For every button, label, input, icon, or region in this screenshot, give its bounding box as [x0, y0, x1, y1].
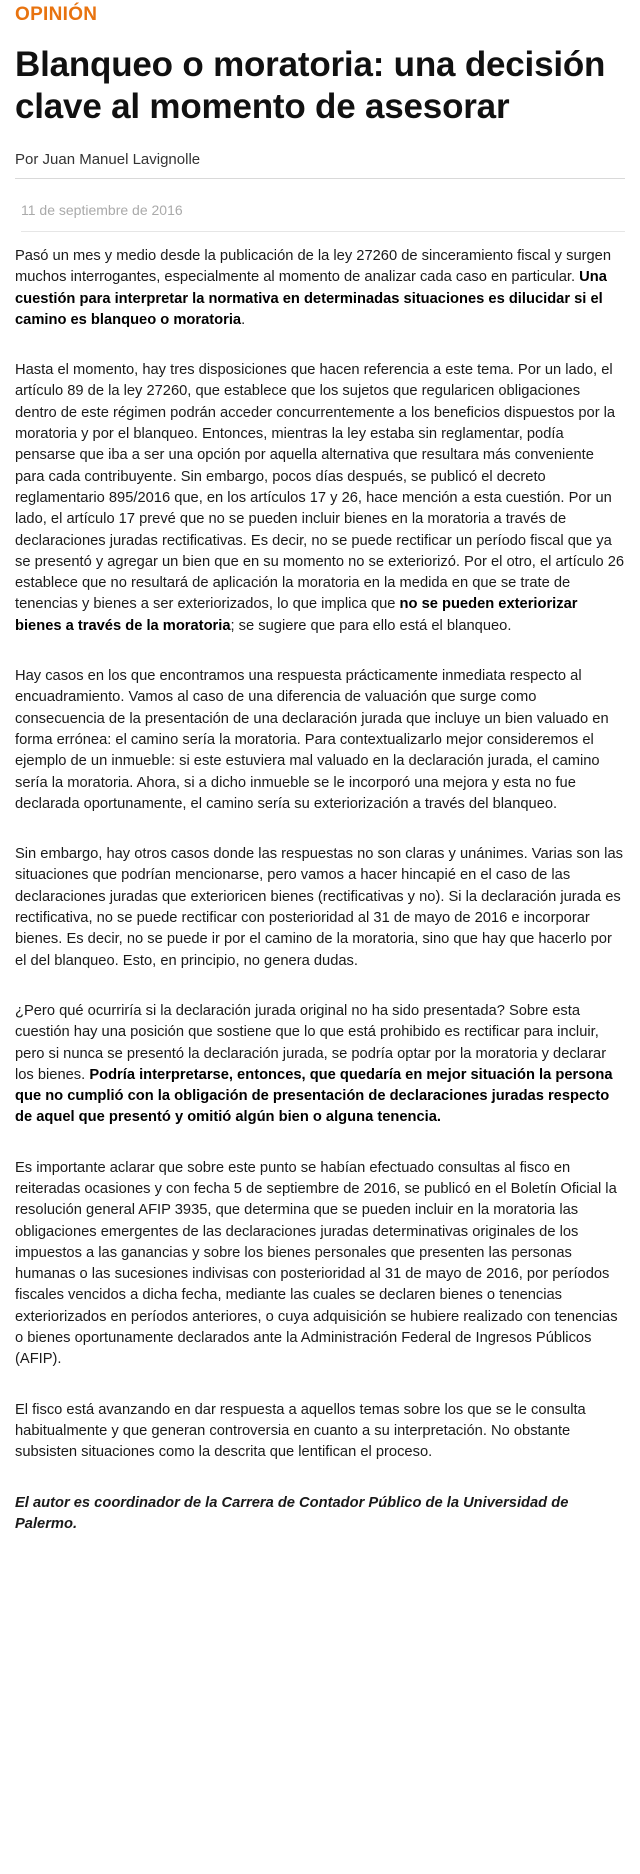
article-title: Blanqueo o moratoria: una decisión clave al momento de asesorar — [15, 45, 606, 126]
section-label[interactable]: OPINIÓN — [15, 4, 98, 25]
paragraph-1-tail: . — [241, 311, 246, 328]
paragraph-2 — [15, 360, 625, 637]
paragraph-6 — [15, 1158, 625, 1371]
paragraph-2-tail: ; se sugiere que para ello está el blanqueo. — [230, 617, 512, 634]
paragraph-4 — [15, 844, 625, 972]
paragraph-4-text: Sin embargo, hay otros casos donde las respuestas no son claras y unánimes. Varias son las situaciones que podrían mencionarse, pero vamos a hacer hincapié en el caso de las declaraciones juradas que exterioricen bienes (rectificativas y no). Si la declaración jurada es rectificativa, no se puede rectificar con posterioridad al 31 de mayo de 2016 e incorporar bienes. Es decir, no se puede ir por el camino de la moratoria, sino que hay que hacerlo por el del blanqueo. Esto, en principio, no genera dudas. — [15, 846, 623, 969]
article — [0, 2, 640, 1535]
paragraph-2-text: Hasta el momento, hay tres disposiciones que hacen referencia a este tema. Por un lado, el artículo 89 de la ley 27260, que establece que los sujetos que regularicen obligaciones dentro de este régimen podrán acceder concurrentemente a los beneficios dispuestos por la moratoria y por el blanqueo. Entonces, mientras la ley estaba sin reglamentar, podía pensarse que iba a ser una opción por aquella alternativa que resultara más conveniente para cada contribuyente. Sin embargo, pocos días después, se publicó el decreto reglamentario 895/2016 que, en los artículos 17 y 26, hace mención a esta cuestión. Por un lado, el artículo 17 prevé que no se pueden incluir bienes en la moratoria a través de declaraciones juradas rectificativas. Es decir, no se puede rectificar un período fiscal que ya se presentó y agregar un bien que en su momento no se exteriorizó. Por el otro, el artículo 26 establece que no resultará de aplicación la moratoria en la medida en que se trate de tenencias y bienes a ser exteriorizados, lo que implica que — [15, 362, 625, 613]
paragraph-3 — [15, 666, 625, 815]
paragraph-3-text: Hay casos en los que encontramos una respuesta prácticamente inmediata respecto al encuadramiento. Vamos al caso de una diferencia de valuación que surge como consecuencia de la presentación de una declaración jurada que incluye un bien valuado en forma errónea: el camino sería la moratoria. Para contextualizarlo mejor consideremos el ejemplo de un inmueble: si este estuviera mal valuado en la declaración jurada, el camino sería la moratoria. Ahora, si a dicho inmueble se le incorporó una mejora y esta no fue declarada oportunamente, el camino sería su exteriorización a través del blanqueo. — [15, 668, 609, 812]
paragraph-1-text: Pasó un mes y medio desde la publicación de la ley 27260 de sinceramiento fiscal y surgen muchos interrogantes, especialmente al momento de analizar cada caso en particular. — [15, 248, 612, 286]
byline: Por Juan Manuel Lavignolle — [15, 150, 625, 179]
publish-date: 11 de septiembre de 2016 — [21, 201, 625, 232]
paragraph-5 — [15, 1001, 625, 1129]
paragraph-5-text: ¿Pero qué ocurriría si la declaración jurada original no ha sido presentada? Sobre esta cuestión hay una posición que sostiene que lo que está prohibido es rectificar para incluir, pero si nunca se presentó la declaración jurada, se podría optar por la moratoria y declarar los bienes. — [15, 1002, 607, 1083]
article-body — [15, 246, 625, 1535]
author-note: El autor es coordinador de la Carrera de Contador Público de la Universidad de Palermo. — [15, 1494, 569, 1532]
paragraph-7 — [15, 1400, 625, 1464]
paragraph-2-bold: no se pueden exteriorizar bienes a través de la moratoria — [15, 596, 578, 634]
paragraph-7-text: El fisco está avanzando en dar respuesta a aquellos temas sobre los que se le consulta habitualmente y que generan controversia en cuanto a su interpretación. No obstante subsisten situaciones como la descrita que lentifican el proceso. — [15, 1401, 586, 1461]
paragraph-1 — [15, 246, 625, 331]
paragraph-6-text: Es importante aclarar que sobre este punto se habían efectuado consultas al fisco en reiteradas ocasiones y con fecha 5 de septiembre de 2016, se publicó en el Boletín Oficial la resolución general AFIP 3935, que determina que se pueden incluir en la moratoria las obligaciones emergentes de las declaraciones juradas determinativas originales de los impuestos a las ganancias y sobre los bienes personales que presenten las personas humanas o las sucesiones indivisas con posterioridad al 31 de mayo de 2016, por períodos fiscales vencidos a dicha fecha, mediante las cuales se declaren bienes o tenencias exteriorizados en períodos anteriores, o cuya adquisición se hubiere realizado con tenencias o bienes oportunamente declarados ante la Administración Federal de Ingresos Públicos (AFIP). — [15, 1159, 618, 1368]
paragraph-5-bold: Podría interpretarse, entonces, que quedaría en mejor situación la persona que no cumplió con la obligación de presentación de declaraciones juradas respecto de aquel que presentó y omitió algún bien o alguna tenencia. — [15, 1066, 613, 1126]
paragraph-1-bold: Una cuestión para interpretar la normativa en determinadas situaciones es dilucidar si el camino es blanqueo o moratoria — [15, 269, 607, 328]
